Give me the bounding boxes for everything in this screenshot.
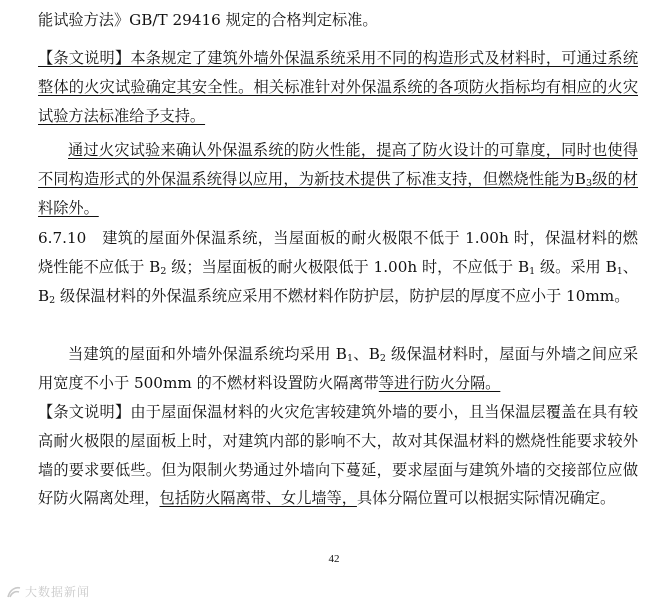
text: 通过火灾试验来确认外保温系统的防火性能，提高了防火设计的可靠度，同时也使得不同构造形式的外保温系统得以应用，为新技术提供了标准支持，但燃烧性能为B bbox=[38, 141, 638, 188]
paragraph-explanation-roof bbox=[38, 398, 638, 513]
paragraph-roof-wall-separation bbox=[38, 340, 638, 398]
text: 能试验方法》GB/T 29416 规定的合格判定标准。 bbox=[38, 11, 378, 29]
text: 、B bbox=[38, 257, 638, 305]
subscript: 1 bbox=[616, 265, 623, 277]
paragraph-explanation-exterior-wall bbox=[38, 44, 638, 130]
watermark-text: 大数据新闻 bbox=[25, 585, 91, 599]
text: 【条文说明】由于屋面保温材料的火灾危害较建筑外墙的要小，且当保温层覆盖在具有较高耐火极限的屋面板上时，对建筑内部的影响不大，故对其保温材料的燃烧性能要求较外墙的要求要低些。但为限制火势通过外墙向下蔓延，要求屋面与建筑外墙的交接部位应做好防火隔离处理， bbox=[38, 403, 638, 508]
underlined-text: 包括防火隔离带、女儿墙等， bbox=[159, 489, 357, 508]
text: 级；当屋面板的耐火极限低于 1.00h 时，不应低于 B bbox=[166, 257, 530, 276]
paragraph-test-method bbox=[38, 6, 638, 35]
text: 6.7.10 建筑的屋面外保温系统，当屋面板的耐火极限不低于 1.00h 时，保温材料的燃烧性能不应低于 B bbox=[38, 229, 638, 276]
page-number: 42 bbox=[328, 553, 340, 565]
text: 级保温材料的外保温系统应采用不燃材料作防护层，防护层的厚度不应小于 10mm。 bbox=[55, 286, 630, 305]
watermark bbox=[6, 583, 90, 600]
text: 、B bbox=[353, 345, 380, 363]
text: 级。采用 B bbox=[535, 257, 617, 276]
clause-6-7-10 bbox=[38, 224, 638, 310]
subscript: 1 bbox=[529, 265, 536, 277]
text: 具体分隔位置可以根据实际情况确定。 bbox=[356, 489, 616, 508]
paragraph-fire-test-note bbox=[38, 136, 638, 222]
subscript: 2 bbox=[49, 294, 56, 306]
underlined-text: 等进行防火分隔。 bbox=[378, 373, 501, 392]
text: 级的材料除外。 bbox=[38, 169, 638, 217]
subscript: 3 bbox=[585, 177, 592, 189]
subscript: 2 bbox=[379, 353, 386, 364]
subscript: 1 bbox=[346, 353, 353, 364]
text: 【条文说明】本条规定了建筑外墙外保温系统采用不同的构造形式及材料时，可通过系统整体的火灾试验确定其安全性。相关标准针对外保温系统的各项防火指标均有相应的火灾试验方法标准给予支持。 bbox=[38, 49, 638, 125]
subscript: 2 bbox=[160, 265, 167, 277]
text: 当建筑的屋面和外墙外保温系统均采用 B bbox=[68, 345, 347, 363]
watermark-logo-icon bbox=[6, 585, 22, 599]
text: 级保温材料时，屋面与外墙之间应采用宽度不小于 500mm 的不燃材料设置防火隔离带 bbox=[38, 345, 639, 392]
